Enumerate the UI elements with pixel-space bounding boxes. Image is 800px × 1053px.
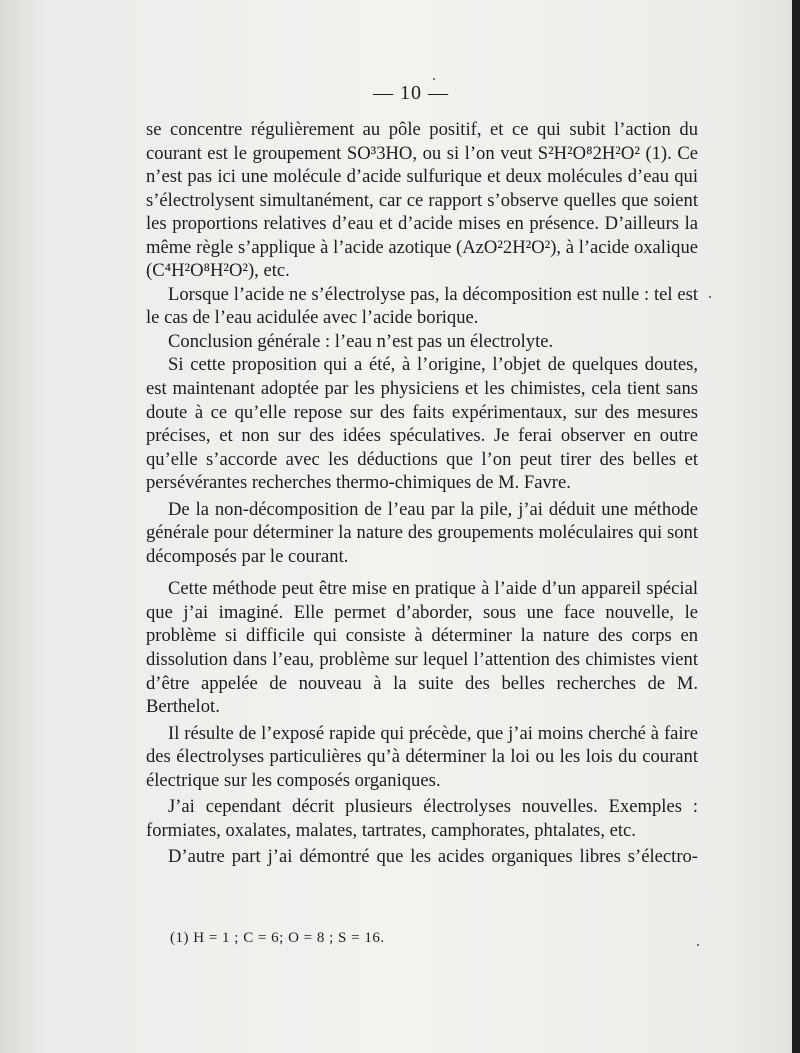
paragraph-method: De la non-décomposition de l’eau par la pile, j’ai déduit une méthode générale pour déterminer la nature des groupements moléculaires qui sont décomposés par le courant. xyxy=(146,498,698,567)
paragraph-new-electrolyses: J’ai cependant décrit plusieurs électrolyses nouvelles. Exemples : formiates, oxalates, malates, tartrates, camphorates, phtalates, etc. xyxy=(146,796,698,841)
paper-speck xyxy=(433,78,435,80)
paper-speck xyxy=(697,944,699,946)
paragraph-general-conclusion: Conclusion générale : l’eau n’est pas un électrolyte. xyxy=(168,330,554,352)
paragraph-apparatus: Cette méthode peut être mise en pratique à l’aide d’un appareil spécial que j’ai imaginé. Elle permet d’aborder, sous une face nouvelle, le problème si difficile qui consiste à déterminer la nature des corps en dissolution dans l’eau, problème sur lequel l’attention des chimistes vient d’être appelée de nouveau à la suite des belles recherches de M. Berthelot. xyxy=(146,578,698,718)
paper-speck xyxy=(709,296,711,298)
body-text xyxy=(146,118,698,869)
paragraph-boric-acid: Lorsque l’acide ne s’électrolyse pas, la décomposition est nulle : tel est le cas de l’eau acidulée avec l’acide borique. xyxy=(146,283,698,329)
paragraph-proposition-adopted: Si cette proposition qui a été, à l’origine, l’objet de quelques doutes, est maintenant adoptée par les physiciens et les chimistes, cela tient sans doute à ce qu’elle repose sur des faits expérimentaux, sur des mesures précises, et non sur des idées spéculatives. Je ferai observer en outre qu’elle s’accorde avec les déductions que l’on peut tirer des belles et persévérantes recherches thermo-chimiques de M. Favre. xyxy=(146,354,698,494)
footnote: (1) H = 1 ; C = 6; O = 8 ; S = 16. xyxy=(170,930,385,946)
paragraph-exposition-result: Il résulte de l’exposé rapide qui précède, que j’ai moins cherché à faire des électrolyses particulières qu’à déterminer la loi ou les lois du courant électrique sur les composés organiques. xyxy=(146,722,698,791)
paragraph-electrolysis-groups: se concentre régulièrement au pôle positif, et ce qui subit l’action du courant est le groupement SO³3HO, ou si l’on veut S²H²O⁸2H²O² (1). Ce n’est pas ici une molécule d’acide sulfurique et deux molécules d’eau qui s’électrolysent simultanément, car ce rapport s’observe quelles que soient les proportions relatives d’eau et d’acide mises en présence. D’ailleurs la même règle s’applique à l’acide azotique (AzO²2H²O²), à l’acide oxalique (C⁴H²O⁸H²O²), etc. xyxy=(146,119,698,282)
paragraph-organic-acids: D’autre part j’ai démontré que les acides organiques libres s’électro- xyxy=(168,846,698,868)
page-number: — 10 — xyxy=(373,82,449,104)
